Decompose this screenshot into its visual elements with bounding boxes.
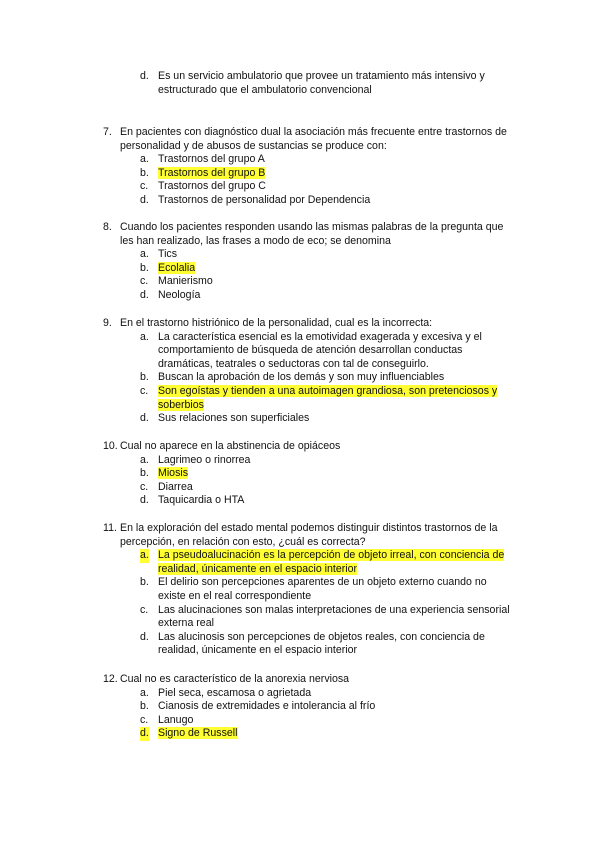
option-c — [106, 385, 516, 412]
option-a — [106, 549, 516, 576]
option-text: Lagrimeo o rinorrea — [158, 453, 251, 466]
option-d — [106, 494, 516, 508]
question-number: 9. — [103, 317, 112, 329]
option-text: Piel seca, escamosa o agrietada — [158, 686, 312, 699]
question-7 — [103, 126, 516, 208]
option-letter: c. — [140, 603, 149, 616]
option-d — [106, 289, 516, 303]
option-text: Manierismo — [158, 275, 213, 288]
option-text-highlighted: Trastornos del grupo B — [158, 166, 266, 179]
option-text: El delirio son percepciones aparentes de un objeto externo cuando no existe en el real correspondiente — [158, 576, 487, 602]
option-text-highlighted: Ecolalia — [158, 261, 196, 274]
option-letter: a. — [140, 686, 149, 699]
option-text: Cianosis de extremidades e intolerancia al frío — [158, 700, 376, 713]
option-text: Diarrea — [158, 480, 193, 493]
option-d — [106, 631, 516, 658]
option-letter: d. — [140, 193, 149, 206]
question-number: 11. — [103, 522, 117, 534]
option-text: Taquicardia o HTA — [158, 494, 245, 507]
question-number: 12. — [103, 673, 118, 685]
option-text: Las alucinaciones son malas interpretaciones de una experiencia sensorial externa real — [158, 603, 510, 630]
option-a — [106, 331, 516, 372]
option-text: Trastornos del grupo C — [158, 180, 266, 193]
option-a — [106, 454, 516, 468]
option-letter: b. — [140, 261, 149, 274]
option-letter: d. — [140, 494, 149, 507]
option-letter: d. — [140, 288, 149, 301]
question-stem — [103, 221, 516, 248]
option-letter: d. — [140, 727, 149, 740]
option-c — [106, 481, 516, 495]
question-number: 7. — [103, 126, 112, 138]
option-letter: c. — [140, 713, 149, 726]
option-d — [106, 727, 516, 741]
question-9 — [103, 317, 516, 426]
option-letter: a. — [140, 549, 149, 562]
previous-question-option — [106, 70, 516, 97]
option-letter: a. — [140, 330, 149, 343]
option-text: Las alucinosis son percepciones de objetos reales, con conciencia de realidad, únicamente en el espacio interior — [158, 630, 485, 657]
question-stem — [103, 317, 516, 331]
option-text: Neología — [158, 288, 201, 301]
question-stem — [103, 440, 516, 454]
option-letter: c. — [140, 480, 149, 493]
option-letter: c. — [140, 275, 149, 288]
option-text: Lanugo — [158, 713, 194, 726]
question-12 — [103, 673, 516, 741]
option-letter: b. — [140, 576, 149, 589]
option-b — [106, 262, 516, 276]
option-letter: b. — [140, 371, 149, 384]
option-letter: b. — [140, 700, 149, 713]
option-a — [106, 687, 516, 701]
option-text: Es un servicio ambulatorio que provee un tratamiento más intensivo y estructurado que el ambulatorio convencional — [158, 70, 485, 96]
question-stem — [103, 522, 516, 549]
option-text: Trastornos de personalidad por Dependencia — [158, 193, 371, 206]
option-c — [106, 275, 516, 289]
option-b — [106, 576, 516, 603]
option-letter: b. — [140, 467, 149, 480]
question-text: Cual no es característico de la anorexia nerviosa — [120, 673, 350, 685]
option-text: Tics — [158, 248, 178, 261]
option-text: La característica esencial es la emotividad exagerada y excesiva y el comportamiento de búsqueda de atención desarrollan conductas dramáticas, teatrales o seductoras con tal de conseguirlo. — [158, 330, 482, 370]
option-letter: a. — [140, 453, 149, 466]
option-b — [106, 467, 516, 481]
question-text: Cuando los pacientes responden usando las mismas palabras de la pregunta que les han realizado, las frases a modo de eco; se denomina — [120, 221, 504, 247]
option-d — [106, 194, 516, 208]
option-c — [106, 714, 516, 728]
option-text: Buscan la aprobación de los demás y son muy influenciables — [158, 371, 445, 384]
option-a — [106, 248, 516, 262]
option-text-highlighted: La pseudoalucinación es la percepción de objeto irreal, con conciencia de realidad, únicamente en el espacio interior — [158, 549, 505, 575]
question-10 — [103, 440, 516, 508]
option-letter: d. — [140, 630, 149, 643]
question-text: En la exploración del estado mental podemos distinguir distintos trastornos de la percepción, en relación con esto, ¿cuál es correcta? — [120, 522, 498, 548]
question-number: 8. — [103, 221, 112, 233]
option-b — [106, 700, 516, 714]
option-b — [106, 167, 516, 181]
question-stem — [103, 673, 516, 687]
option-letter: d. — [140, 70, 149, 82]
question-8 — [103, 221, 516, 303]
option-text-highlighted: Miosis — [158, 467, 189, 480]
question-text: Cual no aparece en la abstinencia de opiáceos — [120, 440, 341, 452]
question-stem — [103, 126, 516, 153]
option-letter: b. — [140, 166, 149, 179]
option-c — [106, 604, 516, 631]
option-text: Trastornos del grupo A — [158, 153, 265, 166]
option-text-highlighted: Signo de Russell — [158, 727, 238, 740]
question-number: 10. — [103, 440, 118, 452]
question-text: En pacientes con diagnóstico dual la asociación más frecuente entre trastornos de personalidad y de abusos de sustancias se produce con: — [120, 126, 507, 152]
question-11 — [103, 522, 516, 658]
option-d — [106, 412, 516, 426]
question-text: En el trastorno histriónico de la personalidad, cual es la incorrecta: — [120, 317, 433, 329]
option-b — [106, 371, 516, 385]
option-text: Sus relaciones son superficiales — [158, 412, 310, 425]
option-letter: c. — [140, 180, 149, 193]
option-letter: d. — [140, 412, 149, 425]
option-letter: a. — [140, 153, 149, 166]
option-d — [106, 70, 516, 97]
option-c — [106, 180, 516, 194]
option-a — [106, 153, 516, 167]
option-letter: a. — [140, 248, 149, 261]
option-letter: c. — [140, 384, 149, 397]
option-text-highlighted: Son egoístas y tienden a una autoimagen grandiosa, son pretenciosos y soberbios — [158, 384, 498, 411]
